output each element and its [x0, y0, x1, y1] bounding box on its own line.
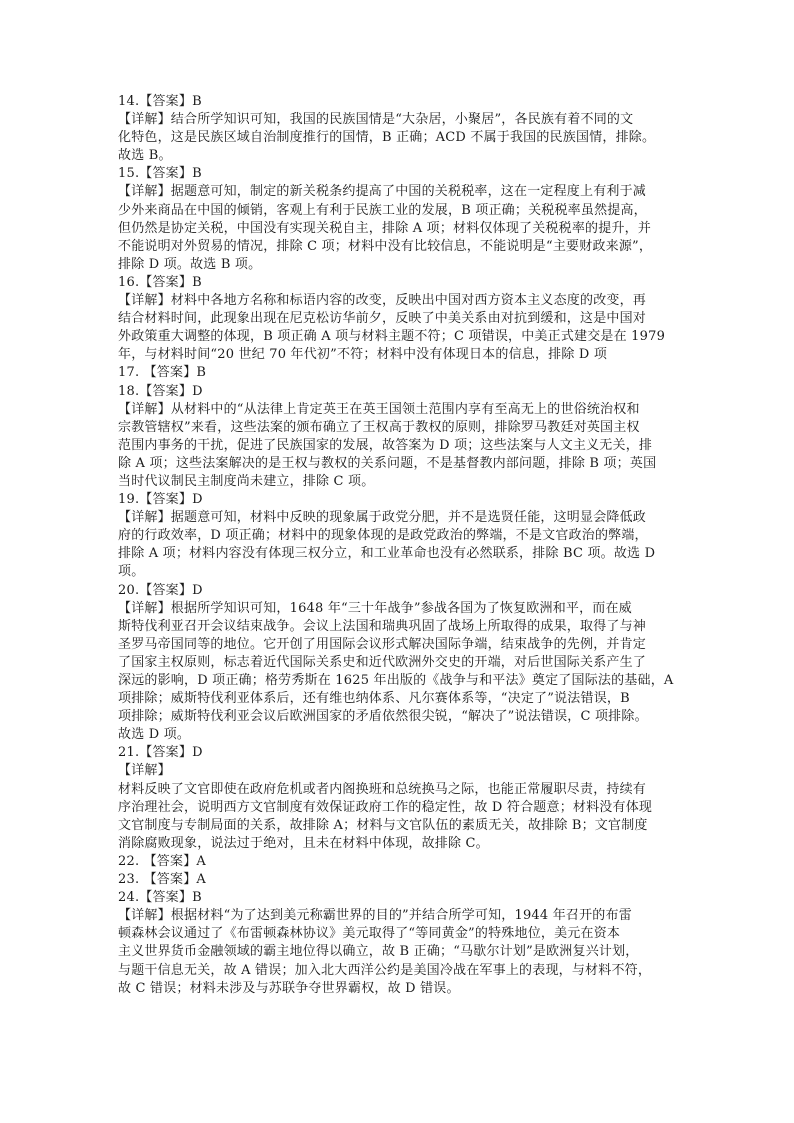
explanation-line: 序治理社会，说明西方文官制度有效保证政府工作的稳定性，故 D 符合题意；材料没有体现	[118, 799, 653, 815]
explanation-line: 当时代议制民主制度尚未建立，排除 C 项。	[118, 473, 375, 489]
answer-line: 14.【答案】B	[118, 94, 202, 109]
answer-line: 22. 【答案】A	[118, 853, 206, 869]
explanation-line: 除 A 项；这些法案解决的是王权与教权的关系问题，不是基督教内部问题，排除 B 项；英国	[118, 455, 657, 471]
explanation-line: 【详解】据题意可知，制定的新关税条约提高了中国的关税税率，这在一定程度上有利于减	[118, 184, 647, 200]
explanation-line: 排除 A 项；材料内容没有体现三权分立，和工业革命也没有必然联系，排除 BC 项。故选 D	[118, 546, 656, 562]
answer-line: 18.【答案】D	[118, 383, 203, 399]
explanation-line: 深远的影响，D 项正确；格劳秀斯在 1625 年出版的《战争与和平法》奠定了国际法的基础，A	[118, 673, 674, 688]
explanation-line: 材料反映了文官即使在政府危机或者内阁换班和总统换马之际，也能正常履职尽责，持续有	[118, 781, 647, 797]
explanation-line: 【详解】材料中各地方名称和标语内容的改变，反映出中国对西方资本主义态度的改变，再	[118, 293, 647, 309]
explanation-line: 与题干信息无关，故 A 错误；加入北大西洋公约是美国冷战在军事上的表现，与材料不符，	[118, 962, 652, 978]
explanation-line: 排除 D 项。故选 B 项。	[118, 256, 262, 272]
explanation-line: 【详解】从材料中的“从法律上肯定英王在英王国领土范围内享有至高无上的世俗统治权和	[118, 401, 640, 417]
explanation-line: 圣罗马帝国同等的地位。它开创了用国际会议形式解决国际争端，结束战争的先例，并肯定	[118, 636, 647, 652]
explanation-line: 项。	[118, 564, 145, 580]
explanation-line: 主义世界货币金融领域的霸主地位得以确立，故 B 正确；“马歇尔计划”是欧洲复兴计划，	[118, 944, 639, 960]
answer-line: 21.【答案】D	[118, 745, 203, 761]
answer-line: 20.【答案】D	[118, 582, 203, 598]
explanation-line: 不能说明对外贸易的情况，排除 C 项；材料中没有比较信息，不能说明是“主要财政来源”，	[118, 238, 653, 254]
explanation-line: 化特色，这是民族区域自治制度推行的国情，B 正确；ACD 不属于我国的民族国情，排除。	[118, 130, 656, 146]
explanation-line: 故 C 错误；材料未涉及与苏联争夺世界霸权，故 D 错误。	[118, 980, 460, 996]
answer-line: 16.【答案】B	[118, 274, 202, 290]
explanation-line: 外政策重大调整的体现，B 项正确 A 项与材料主题不符；C 项错误，中美正式建交是在 1979	[118, 329, 666, 345]
explanation-line: 但仍然是协定关税，中国没有实现关税自主，排除 A 项；材料仅体现了关税税率的提升，并	[118, 220, 652, 236]
explanation-line: 范围内事务的干扰，促进了民族国家的发展，故答案为 D 项；这些法案与人文主义无关，排	[118, 437, 653, 453]
answer-line: 17. 【答案】B	[118, 365, 207, 381]
answer-document	[118, 93, 694, 998]
answer-line: 15.【答案】B	[118, 166, 202, 182]
explanation-line: 【详解】结合所学知识可知，我国的民族国情是“大杂居，小聚居”，各民族有着不同的文	[118, 112, 634, 128]
explanation-line: 项排除；威斯特伐利亚会议后欧洲国家的矛盾依然很尖锐，“解决了”说法错误，C 项排除。	[118, 709, 648, 725]
explanation-line: 宗教管辖权”来看，这些法案的颁布确立了王权高于教权的原则，排除罗马教廷对英国主权	[118, 419, 640, 435]
explanation-line: 消除腐败现象，说法过于绝对，且未在材料中体现，故排除 C。	[118, 835, 489, 851]
explanation-line: 顿森林会议通过了《布雷顿森林协议》美元取得了“等同黄金”的特殊地位，美元在资本	[118, 926, 621, 942]
answer-line: 23. 【答案】A	[118, 872, 206, 888]
explanation-line: 文官制度与专制局面的关系，故排除 A；材料与文官队伍的素质无关，故排除 B；文官制度	[118, 817, 648, 833]
explanation-line: 【详解】据题意可知，材料中反映的现象属于政党分肥，并不是选贤任能，这明显会降低政	[118, 510, 647, 526]
explanation-line: 了国家主权原则，标志着近代国际关系史和近代欧洲外交史的开端，对后世国际关系产生了	[118, 654, 647, 670]
explanation-line: 斯特伐利亚召开会议结束战争。会议上法国和瑞典巩固了战场上所取得的成果，取得了与神	[118, 618, 647, 634]
explanation-line: 【详解】根据材料“为了达到美元称霸世界的目的”并结合所学可知，1944 年召开的布雷	[118, 908, 632, 924]
explanation-line: 少外来商品在中国的倾销，客观上有利于民族工业的发展，B 项正确；关税税率虽然提高，	[118, 202, 647, 218]
explanation-line: 故选 B。	[118, 148, 172, 164]
explanation-line: 结合材料时间，此现象出现在尼克松访华前夕，反映了中美关系由对抗到缓和，这是中国对	[118, 311, 647, 327]
explanation-line: 年，与材料时间“20 世纪 70 年代初”不符；材料中没有体现日本的信息，排除 D 项	[118, 347, 608, 363]
explanation-line: 府的行政效率，D 项正确；材料中的现象体现的是政党政治的弊端，不是文官政治的弊端，	[118, 528, 648, 544]
explanation-line: 项排除；威斯特伐利亚体系后，还有维也纳体系、凡尔赛体系等，“决定了”说法错误，B	[118, 691, 630, 707]
explanation-line: 【详解】根据所学知识可知，1648 年“三十年战争”参战各国为了恢复欧洲和平，而在威	[118, 600, 632, 616]
explanation-line: 【详解】	[118, 763, 171, 779]
answer-line: 19.【答案】D	[118, 492, 203, 508]
answer-line: 24.【答案】B	[118, 890, 202, 906]
explanation-line: 故选 D 项。	[118, 727, 191, 743]
